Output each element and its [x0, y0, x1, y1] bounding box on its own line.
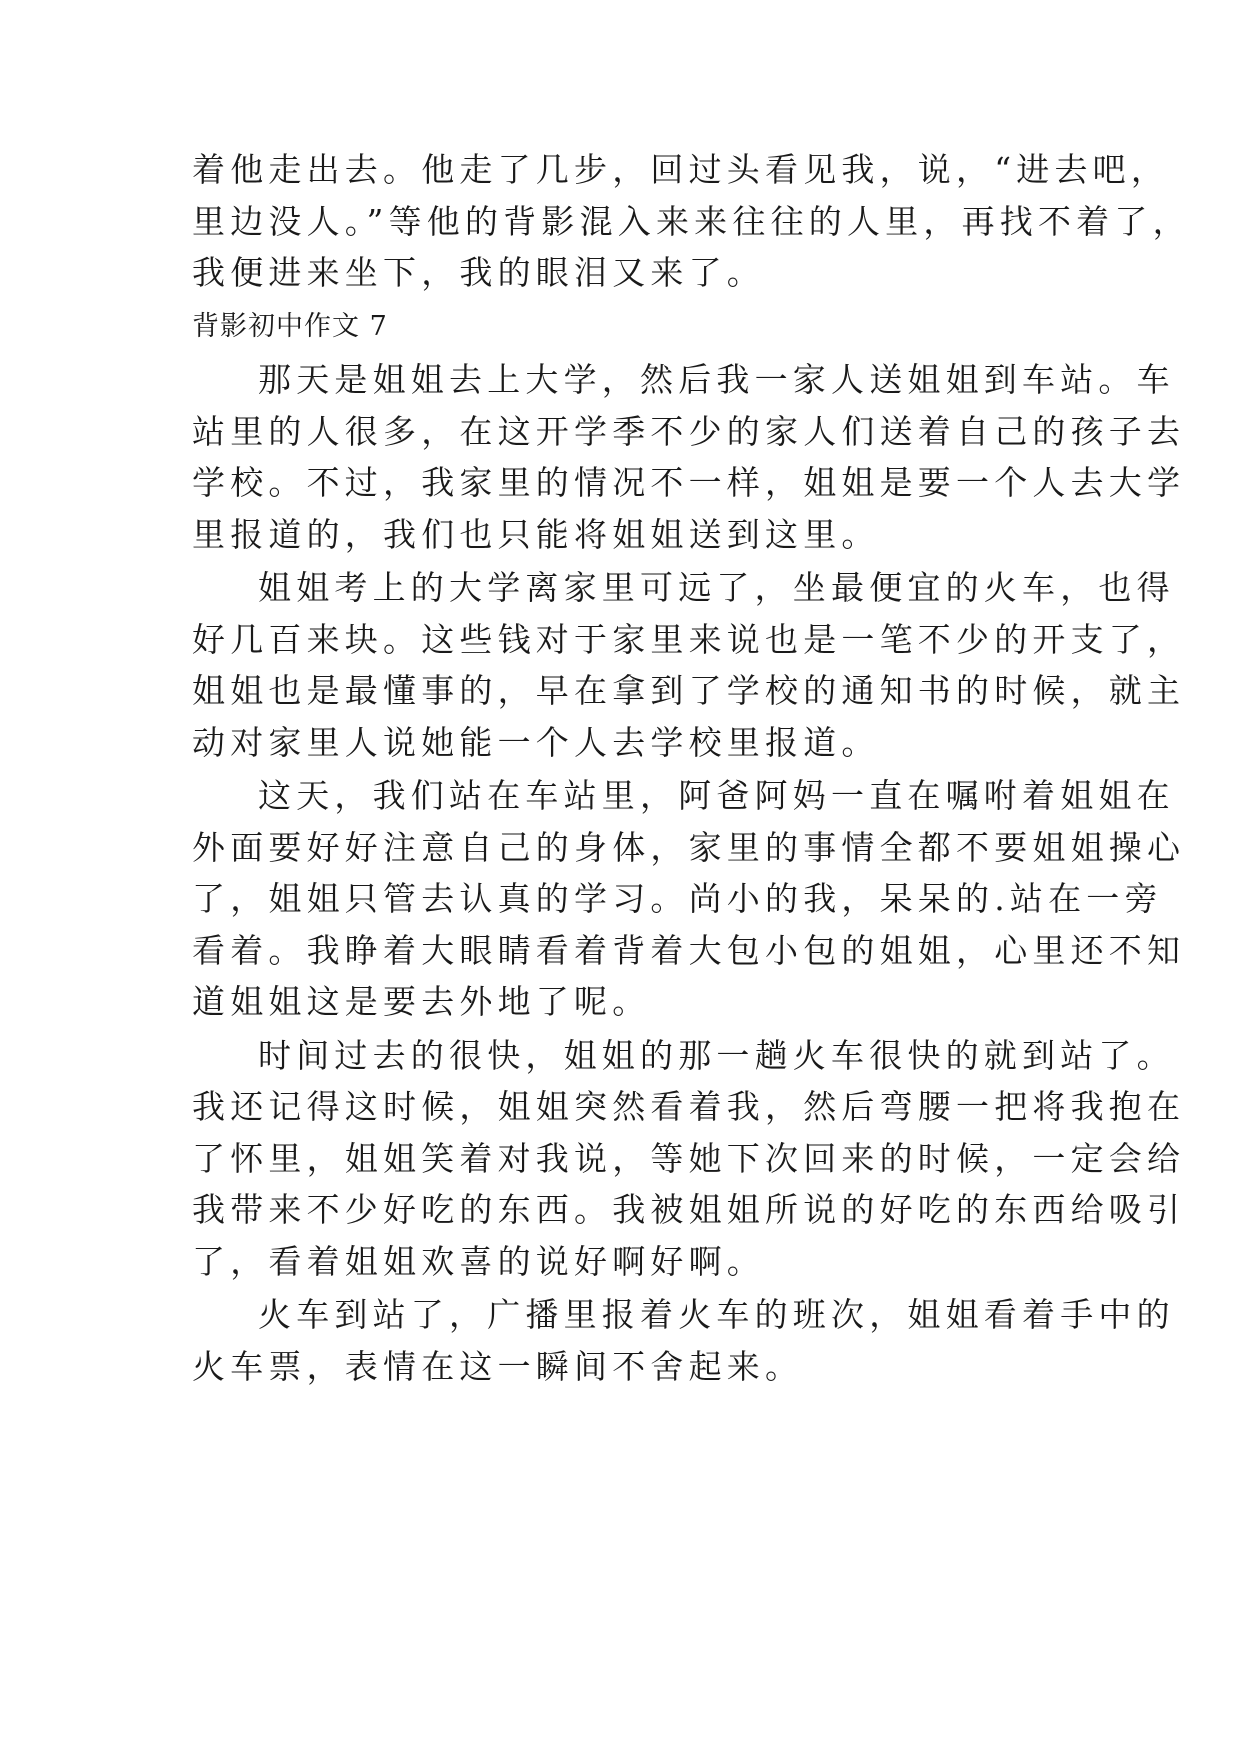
intro-line-3: 我便进来坐下，我的眼泪又来了。	[192, 253, 765, 292]
paragraph-4-line-3: 了怀里，姐姐笑着对我说，等她下次回来的时候，一定会给	[192, 1139, 1186, 1178]
paragraph-1-line-2: 站里的人很多，在这开学季不少的家人们送着自己的孩子去	[192, 412, 1186, 451]
paragraph-4-line-2: 我还记得这时候，姐姐突然看着我，然后弯腰一把将我抱在	[192, 1087, 1186, 1126]
section-title: 背影初中作文 7	[192, 311, 388, 342]
paragraph-1-line-1: 那天是姐姐去上大学，然后我一家人送姐姐到车站。车	[258, 360, 1175, 399]
paragraph-5-line-1: 火车到站了，广播里报着火车的班次，姐姐看着手中的	[258, 1295, 1175, 1334]
paragraph-4-line-5: 了，看着姐姐欢喜的说好啊好啊。	[192, 1242, 765, 1281]
paragraph-4-line-1: 时间过去的很快，姐姐的那一趟火车很快的就到站了。	[258, 1036, 1175, 1075]
paragraph-2-line-3: 姐姐也是最懂事的，早在拿到了学校的通知书的时候，就主	[192, 671, 1186, 710]
paragraph-2-line-1: 姐姐考上的大学离家里可远了，坐最便宜的火车，也得	[258, 568, 1175, 607]
paragraph-2-line-2: 好几百来块。这些钱对于家里来说也是一笔不少的开支了，	[192, 620, 1186, 659]
paragraph-3-line-4: 看着。我睁着大眼睛看着背着大包小包的姐姐，心里还不知	[192, 931, 1186, 970]
paragraph-3-line-3: 了，姐姐只管去认真的学习。尚小的我，呆呆的.站在一旁	[192, 879, 1163, 918]
paragraph-3-line-5: 道姐姐这是要去外地了呢。	[192, 982, 651, 1021]
paragraph-1-line-4: 里报道的，我们也只能将姐姐送到这里。	[192, 515, 880, 554]
paragraph-2-line-4: 动对家里人说她能一个人去学校里报道。	[192, 723, 880, 762]
intro-line-1: 着他走出去。他走了几步，回过头看见我，说，“进去吧，	[192, 150, 1170, 189]
paragraph-3-line-2: 外面要好好注意自己的身体，家里的事情全都不要姐姐操心	[192, 828, 1186, 867]
paragraph-1-line-3: 学校。不过，我家里的情况不一样，姐姐是要一个人去大学	[192, 463, 1186, 502]
intro-line-2: 里边没人。”等他的背影混入来来往往的人里，再找不着了，	[192, 202, 1191, 241]
paragraph-4-line-4: 我带来不少好吃的东西。我被姐姐所说的好吃的东西给吸引	[192, 1190, 1186, 1229]
paragraph-5-line-2: 火车票，表情在这一瞬间不舍起来。	[192, 1347, 804, 1386]
paragraph-3-line-1: 这天，我们站在车站里，阿爸阿妈一直在嘱咐着姐姐在	[258, 776, 1175, 815]
